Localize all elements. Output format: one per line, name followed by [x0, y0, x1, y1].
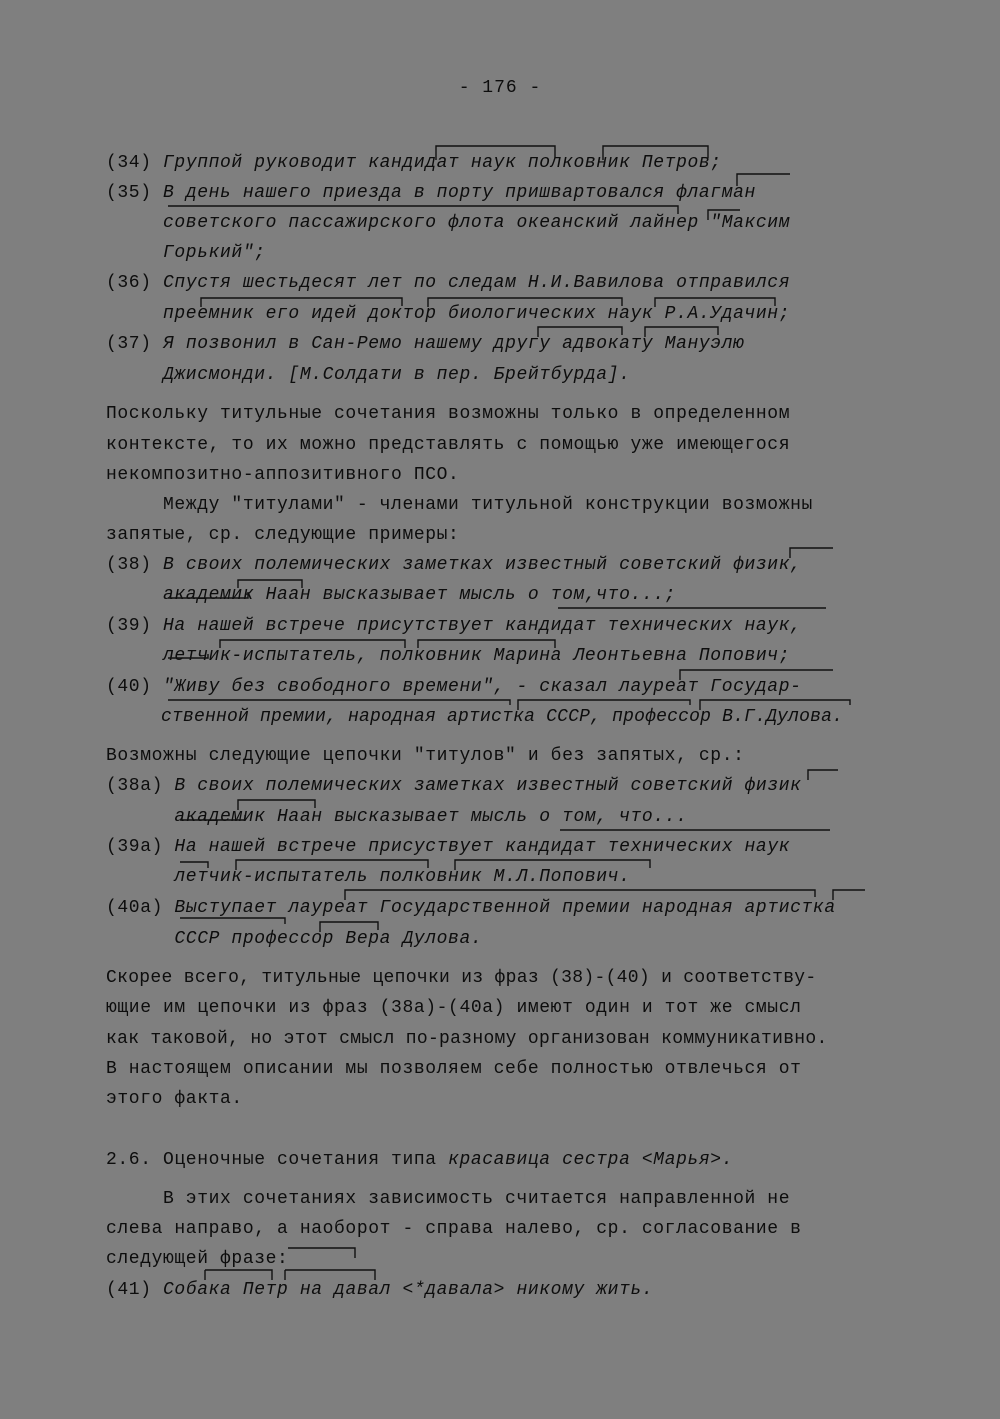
example-number: (36)	[106, 273, 164, 293]
paragraph-line: контексте, то их можно представлять с помощью уже имеющегося	[106, 435, 791, 455]
example-text: Собака Петр на давал <*давала> никому жить.	[163, 1280, 654, 1300]
example-number: (38)	[106, 555, 164, 575]
example-38a-cont: академик Наан высказывает мысль о том, что...	[106, 807, 688, 827]
example-39-cont: летчик-испытатель, полковник Марина Леонтьевна Попович;	[106, 646, 791, 666]
dependency-arc	[833, 890, 865, 900]
paragraph-line: следующей фразе:	[106, 1249, 289, 1269]
example-40	[106, 676, 802, 698]
example-39a-cont: летчик-испытатель полковник М.Л.Попович.	[106, 867, 631, 887]
paragraph-line: В этих сочетаниях зависимость считается направленной не	[106, 1189, 791, 1209]
example-38a	[106, 775, 802, 797]
example-number: (40а)	[106, 898, 175, 918]
example-35-cont: Горький";	[106, 243, 266, 263]
example-39	[106, 615, 802, 637]
example-number: (34)	[106, 153, 164, 173]
example-text: На нашей встрече присутствует кандидат технических наук,	[163, 616, 802, 636]
paragraph-line: В настоящем описании мы позволяем себе полностью отвлечься от	[106, 1059, 802, 1079]
paragraph-line: этого факта.	[106, 1089, 243, 1109]
example-text: В своих полемических заметках известный советский физик	[174, 776, 802, 796]
example-35	[106, 182, 756, 204]
dependency-arc	[168, 700, 510, 705]
example-text: Группой руководит кандидат наук полковник Петров;	[163, 153, 722, 173]
example-39a	[106, 836, 790, 858]
example-text: Выступает лауреат Государственной премии народная артистка	[174, 898, 836, 918]
section-heading	[106, 1149, 733, 1171]
example-number: (35)	[106, 183, 164, 203]
dependency-arc	[808, 770, 838, 780]
example-text: На нашей встрече присуствует кандидат технических наук	[174, 837, 791, 857]
example-text: Спустя шестьдесят лет по следам Н.И.Вавилова отправился	[163, 273, 791, 293]
example-36-cont: преемник его идей доктор биологических наук Р.А.Удачин;	[106, 304, 791, 324]
example-text: Я позвонил в Сан-Ремо нашему другу адвокату Мануэлю	[163, 334, 745, 354]
paragraph-line: Поскольку титульные сочетания возможны только в определенном	[106, 404, 791, 424]
example-number: (39)	[106, 616, 164, 636]
example-number: (39а)	[106, 837, 175, 857]
example-37	[106, 333, 745, 355]
example-40a-cont: СССР профессор Вера Дулова.	[106, 929, 483, 949]
page-number: - 176 -	[458, 78, 542, 98]
example-40a	[106, 897, 836, 919]
paragraph-line: как таковой, но этот смысл по-разному организован коммуникативно.	[106, 1029, 828, 1049]
section-heading-text: 2.6. Оценочные сочетания типа	[106, 1150, 449, 1170]
example-35-cont: советского пассажирского флота океанский лайнер "Максим	[106, 213, 791, 233]
example-text: В день нашего приезда в порту пришвартовался флагман	[163, 183, 756, 203]
paragraph-line: некомпозитно-аппозитивного ПСО.	[106, 465, 460, 485]
example-40-cont: ственной премии, народная артистка СССР, профессор В.Г.Дулова.	[106, 707, 844, 727]
example-38-cont: академик Наан высказывает мысль о том,что...;	[106, 585, 677, 605]
example-36	[106, 272, 790, 294]
example-41	[106, 1279, 653, 1301]
section-heading-example: красавица сестра <Марья>.	[448, 1150, 734, 1170]
paragraph-line: Возможны следующие цепочки "титулов" и без запятых, ср.:	[106, 746, 745, 766]
paragraph-line: запятые, ср. следующие примеры:	[106, 525, 460, 545]
example-text: В своих полемических заметках известный советский физик,	[163, 555, 802, 575]
example-text: "Живу без свободного времени", - сказал лауреат Государ-	[163, 677, 802, 697]
example-34	[106, 152, 722, 174]
example-number: (38а)	[106, 776, 175, 796]
example-38	[106, 554, 802, 576]
example-number: (40)	[106, 677, 164, 697]
paragraph-line: ющие им цепочки из фраз (38а)-(40а) имеют один и тот же смысл	[106, 998, 802, 1018]
example-number: (41)	[106, 1280, 164, 1300]
dependency-arc	[288, 1248, 355, 1258]
example-37-cont: Джисмонди. [М.Солдати в пер. Брейтбурда].	[106, 365, 631, 385]
example-number: (37)	[106, 334, 164, 354]
paragraph-line: слева направо, а наоборот - справа налево, ср. согласование в	[106, 1219, 802, 1239]
paragraph-line: Скорее всего, титульные цепочки из фраз (38)-(40) и соответству-	[106, 968, 817, 988]
paragraph-line: Между "титулами" - членами титульной конструкции возможны	[106, 495, 813, 515]
